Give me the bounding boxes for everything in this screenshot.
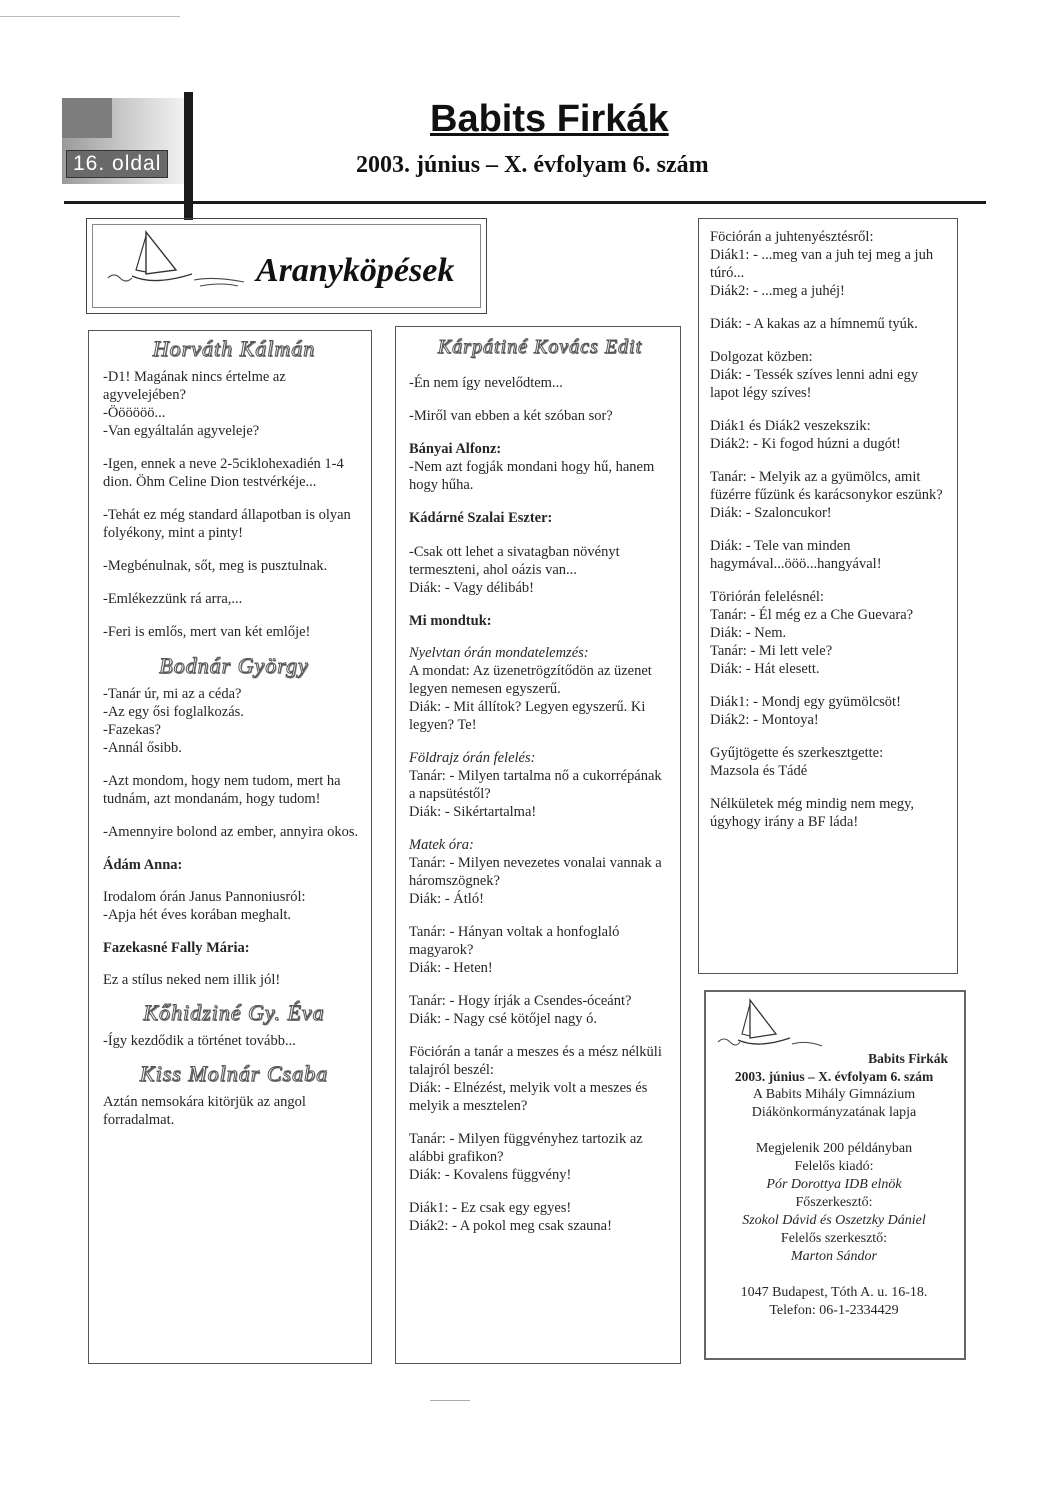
imprint-address: 1047 Budapest, Tóth A. u. 16-18.: [740, 1285, 928, 1300]
quote-paragraph: Föciórán a tanár a meszes és a mész nélküli talajról beszél: Diák: - Elnézést, melyik volt a meszes és melyik a mesztelen?: [409, 1044, 662, 1114]
quote-paragraph: Tanár: - Hogy írják a Csendes-óceánt? Diák: - Nagy csé kötőjel nagy ó.: [409, 993, 632, 1027]
quote-paragraph: Tanár: - Milyen nevezetes vonalai vannak a háromszögnek? Diák: - Átló!: [409, 855, 662, 907]
top-edge-line: [0, 16, 180, 17]
class-label: Földrajz órán felelés:: [409, 750, 536, 766]
quote-paragraph: Tanár: - Milyen tartalma nő a cukorrépának a napsütéstől? Diák: - Sikértartalma!: [409, 768, 662, 820]
column-1: [103, 336, 365, 1144]
quote-paragraph: Tanár: - Hányan voltak a honfoglaló magyarok? Diák: - Heten!: [409, 924, 620, 976]
newspaper-title: Babits Firkák: [430, 98, 669, 140]
column-3: [710, 228, 948, 846]
quote-paragraph: -Feri is emlős, mert van két emlője!: [103, 624, 311, 640]
imprint-school: A Babits Mihály Gimnázium: [752, 1087, 916, 1102]
teacher-name-heading: Kárpátiné Kovács Edit: [437, 336, 643, 358]
teacher-name-heading: Horváth Kálmán: [152, 336, 316, 361]
teacher-name-bold: Bányai Alfonz:: [409, 441, 502, 457]
imprint-editor-label: Felelős szerkesztő:: [780, 1231, 888, 1246]
imprint-editor: Marton Sándor: [791, 1249, 877, 1264]
quote-paragraph: -Nem azt fogják mondani hogy hű, hanem hogy hűha.: [409, 459, 655, 493]
sailboat-icon: [716, 996, 826, 1058]
imprint-issue: 2003. június – X. évfolyam 6. szám: [734, 1069, 934, 1084]
class-label: Matek óra:: [409, 837, 474, 853]
page-number-block-shade: [62, 98, 112, 138]
quote-paragraph: -D1! Magának nincs értelme az agyvelejében? -Öööööö... -Van egyáltalán agyveleje?: [103, 369, 286, 439]
imprint-publisher-label: Felelős kiadó:: [794, 1159, 874, 1174]
quote-paragraph: -Tehát ez még standard állapotban is olyan folyékony, mint a pinty!: [103, 507, 351, 541]
quote-paragraph: Diák1 és Diák2 veszekszik: Diák2: - Ki fogod húzni a dugót!: [710, 418, 901, 452]
quote-paragraph: -Azt mondom, hogy nem tudom, mert ha tudnám, azt mondanám, hogy tudom!: [103, 773, 341, 807]
quote-paragraph: -Csak ott lehet a sivatagban növényt termeszteni, ahol oázis van... Diák: - Vagy délibáb!: [409, 544, 620, 596]
header-rule: [64, 201, 986, 204]
quote-paragraph: Diák: - Tele van minden hagymával...ööö...hangyával!: [710, 538, 882, 572]
quote-paragraph: Tanár: - Milyen függvényhez tartozik az alábbi grafikon? Diák: - Kovalens függvény!: [409, 1131, 643, 1183]
imprint-title: Babits Firkák: [868, 1051, 948, 1066]
quote-paragraph: -Igen, ennek a neve 2-5ciklohexadién 1-4 dion. Öhm Celine Dion testvérkéje...: [103, 456, 344, 490]
imprint-chief-label: Főszerkesztő:: [795, 1195, 873, 1210]
imprint-chief: Szokol Dávid és Oszetzky Dániel: [742, 1213, 926, 1228]
imprint-paper: Diákönkormányzatának lapja: [751, 1105, 917, 1120]
quote-paragraph: Nélkületek még mindig nem megy, úgyhogy irány a BF láda!: [710, 796, 915, 830]
quote-paragraph: -Emlékezzünk rá arra,...: [103, 591, 243, 607]
imprint: [710, 1050, 958, 1320]
issue-line: 2003. június – X. évfolyam 6. szám: [356, 152, 709, 178]
column-2: [409, 338, 671, 1250]
quote-paragraph: -Megbénulnak, sőt, meg is pusztulnak.: [103, 558, 328, 574]
imprint-publisher: Pór Dorottya IDB elnök: [766, 1177, 902, 1192]
quote-paragraph: A mondat: Az üzenetrögzítődön az üzenet legyen nemesen egyszerű. Diák: - Mit állítok? Legyen egyszerű. Ki legyen? Te!: [409, 663, 652, 733]
quote-paragraph: -Tanár úr, mi az a céda? -Az egy ősi foglalkozás. -Fazekas? -Annál ősibb.: [103, 686, 244, 756]
quote-paragraph: -Amennyire bolond az ember, annyira okos.: [103, 824, 359, 840]
quote-paragraph: -Így kezdődik a történet tovább...: [103, 1033, 296, 1049]
quote-paragraph: Dolgozat közben: Diák: - Tessék szíves lenni adni egy lapot légy szíves!: [710, 349, 919, 401]
teacher-name-heading: Kőhidziné Gy. Éva: [143, 1000, 325, 1025]
subsection-heading: Mi mondtuk:: [409, 613, 492, 629]
quote-paragraph: Aztán nemsokára kitörjük az angol forradalmat.: [103, 1094, 306, 1128]
class-label: Nyelvtan órán mondatelemzés:: [409, 645, 589, 661]
quote-paragraph: Ez a stílus neked nem illik jól!: [103, 972, 281, 988]
imprint-copies: Megjelenik 200 példányban: [755, 1141, 913, 1156]
sailboat-icon: [104, 226, 254, 296]
quote-paragraph: Gyűjtögette és szerkesztgette: Mazsola és Tádé: [710, 745, 884, 779]
quote-paragraph: -Miről van ebben a két szóban sor?: [409, 408, 613, 424]
teacher-name-bold: Kádárné Szalai Eszter:: [409, 510, 553, 526]
teacher-name-heading: Bodnár György: [159, 653, 309, 678]
bottom-mark: [430, 1400, 470, 1401]
quote-paragraph: Töriórán felelésnél: Tanár: - Él még ez a Che Guevara? Diák: - Nem. Tanár: - Mi lett vele? Diák: - Hát elesett.: [710, 589, 914, 677]
quote-paragraph: Tanár: - Melyik az a gyümölcs, amit füzérre fűzünk és karácsonykor eszünk? Diák: - Szaloncukor!: [710, 469, 943, 521]
page-number: 16. oldal: [66, 150, 168, 178]
quote-paragraph: Föciórán a juhtenyésztésről: Diák1: - ...meg van a juh tej meg a juh túró... Diák2: - ...meg a juhéj!: [710, 229, 934, 299]
quote-paragraph: Diák: - A kakas az a hímnemű tyúk.: [710, 316, 918, 332]
quote-paragraph: -Én nem így nevelődtem...: [409, 375, 563, 391]
teacher-name-bold: Ádám Anna:: [103, 857, 183, 873]
quote-paragraph: Diák1: - Ez csak egy egyes! Diák2: - A pokol meg csak szauna!: [409, 1200, 612, 1234]
teacher-name-heading: Kiss Molnár Csaba: [139, 1061, 329, 1086]
section-title: Aranyköpések: [256, 252, 455, 289]
quote-paragraph: Irodalom órán Janus Pannoniusról: -Apja hét éves korában meghalt.: [103, 889, 306, 923]
imprint-phone: Telefon: 06-1-2334429: [769, 1303, 899, 1318]
teacher-name-bold: Fazekasné Fally Mária:: [103, 940, 250, 956]
quote-paragraph: Diák1: - Mondj egy gyümölcsöt! Diák2: - Montoya!: [710, 694, 901, 728]
